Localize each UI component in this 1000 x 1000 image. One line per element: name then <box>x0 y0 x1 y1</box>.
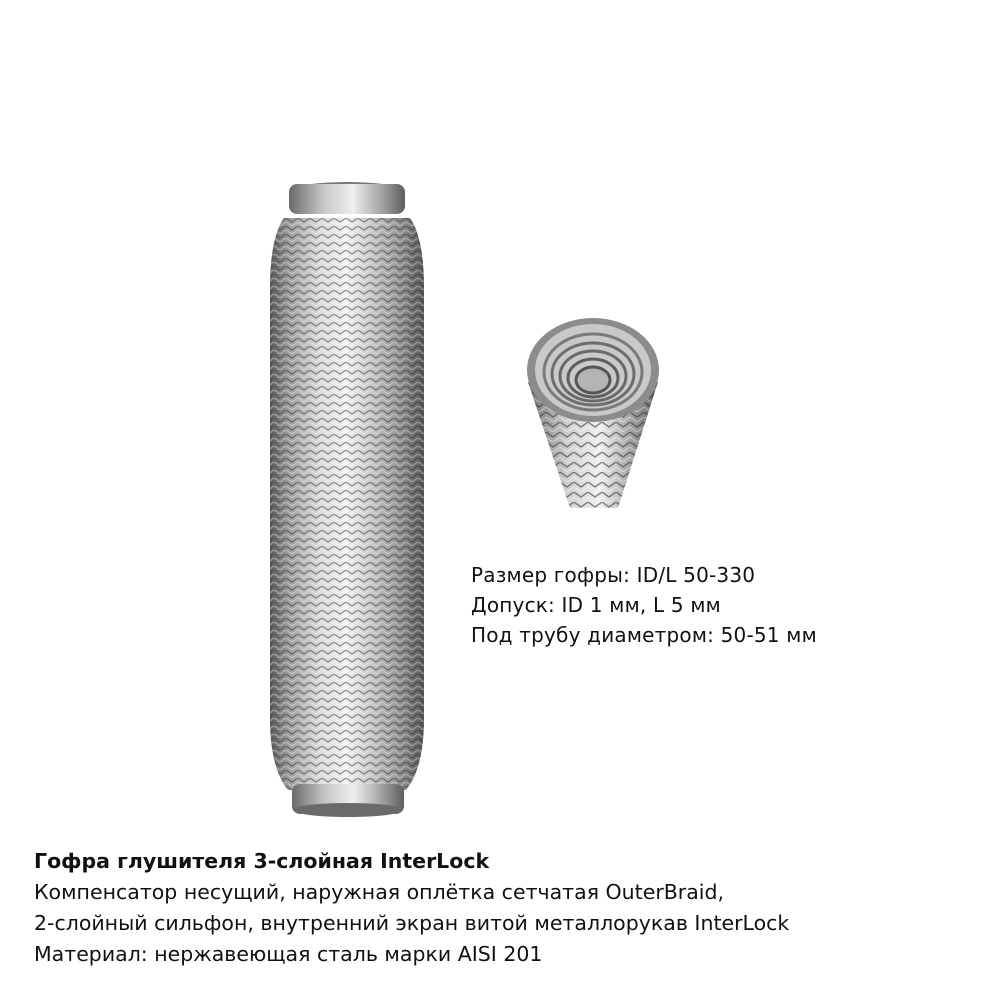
spec-size: Размер гофры: ID/L 50-330 <box>471 563 756 587</box>
long-hose-photo <box>262 178 432 820</box>
spec-tolerance: Допуск: ID 1 мм, L 5 мм <box>471 593 721 617</box>
spec-pipe-diameter: Под трубу диаметром: 50-51 мм <box>471 623 817 647</box>
product-title: Гофра глушителя 3-слойная InterLock <box>34 849 490 873</box>
product-caption <box>34 846 974 970</box>
caption-line-3: Материал: нержавеющая сталь марки AISI 201 <box>34 942 543 966</box>
spec-list <box>471 560 981 650</box>
caption-line-2: 2-слойный сильфон, внутренний экран витой металлорукав InterLock <box>34 911 790 935</box>
cutaway-photo <box>518 312 668 518</box>
caption-line-1: Компенсатор несущий, наружная оплётка сетчатая OuterBraid, <box>34 880 725 904</box>
